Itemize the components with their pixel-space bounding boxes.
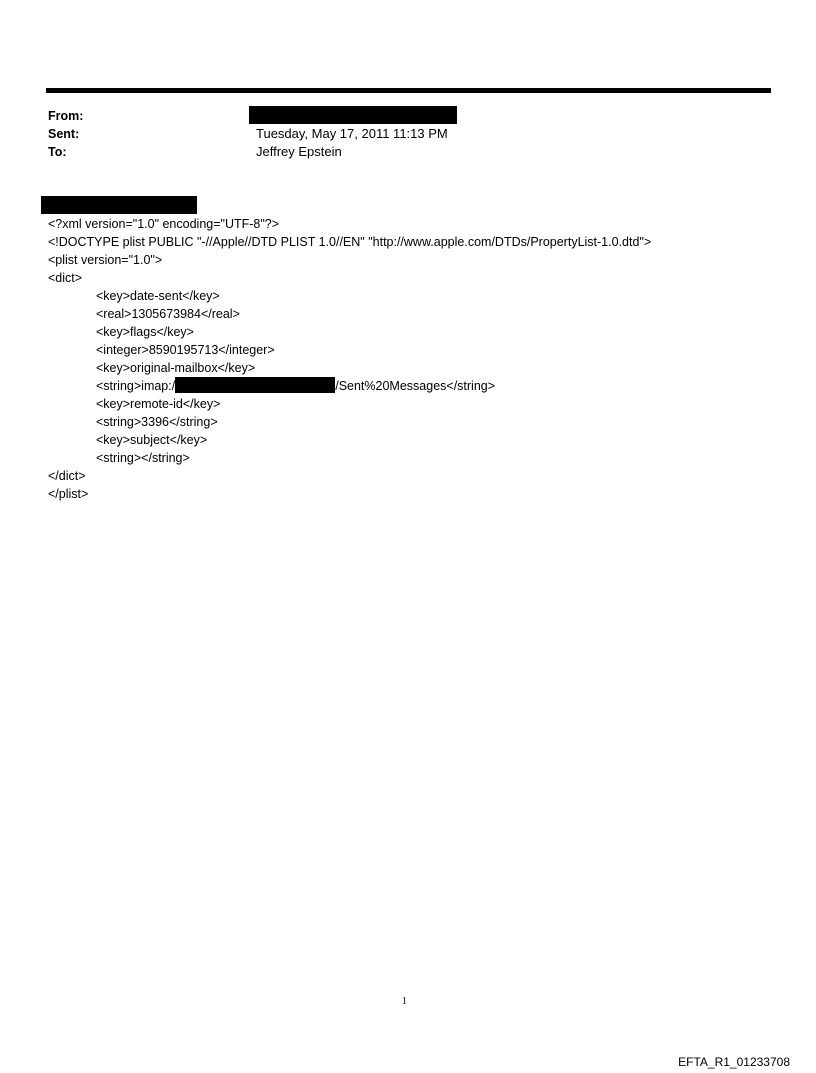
sent-label: Sent: <box>48 127 80 141</box>
from-label: From: <box>48 109 84 123</box>
header-divider <box>46 88 771 93</box>
mailbox-redaction <box>175 377 335 393</box>
body-line: <key>flags</key> <box>96 325 194 339</box>
body-line: <real>1305673984</real> <box>96 307 240 321</box>
body-line-mailbox <box>48 377 651 395</box>
body-line: <integer>8590195713</integer> <box>96 343 275 357</box>
body-line: <string>3396</string> <box>96 415 218 429</box>
body-line: </plist> <box>48 487 89 501</box>
email-body <box>48 215 651 503</box>
body-line: <!DOCTYPE plist PUBLIC "-//Apple//DTD PLIST 1.0//EN" "http://www.apple.com/DTDs/PropertyList-1.0.dtd"> <box>48 235 652 249</box>
body-line: <dict> <box>48 271 83 285</box>
body-line: <key>remote-id</key> <box>96 397 221 411</box>
sent-value: Tuesday, May 17, 2011 11:13 PM <box>256 126 448 141</box>
mailbox-suffix: /Sent%20Messages</string> <box>335 379 496 393</box>
to-value: Jeffrey Epstein <box>256 144 342 159</box>
body-line: <?xml version="1.0" encoding="UTF-8"?> <box>48 217 280 231</box>
body-line: </dict> <box>48 469 86 483</box>
to-label: To: <box>48 145 67 159</box>
subject-redaction <box>41 196 197 214</box>
body-line: <key>original-mailbox</key> <box>96 361 256 375</box>
body-line: <string></string> <box>96 451 190 465</box>
from-redaction <box>249 106 457 124</box>
mailbox-prefix: <string>imap:/ <box>96 379 176 393</box>
body-line: <plist version="1.0"> <box>48 253 163 267</box>
body-line: <key>date-sent</key> <box>96 289 220 303</box>
body-line: <key>subject</key> <box>96 433 208 447</box>
bates-number: EFTA_R1_01233708 <box>678 1055 790 1069</box>
page-number: 1 <box>402 996 407 1007</box>
